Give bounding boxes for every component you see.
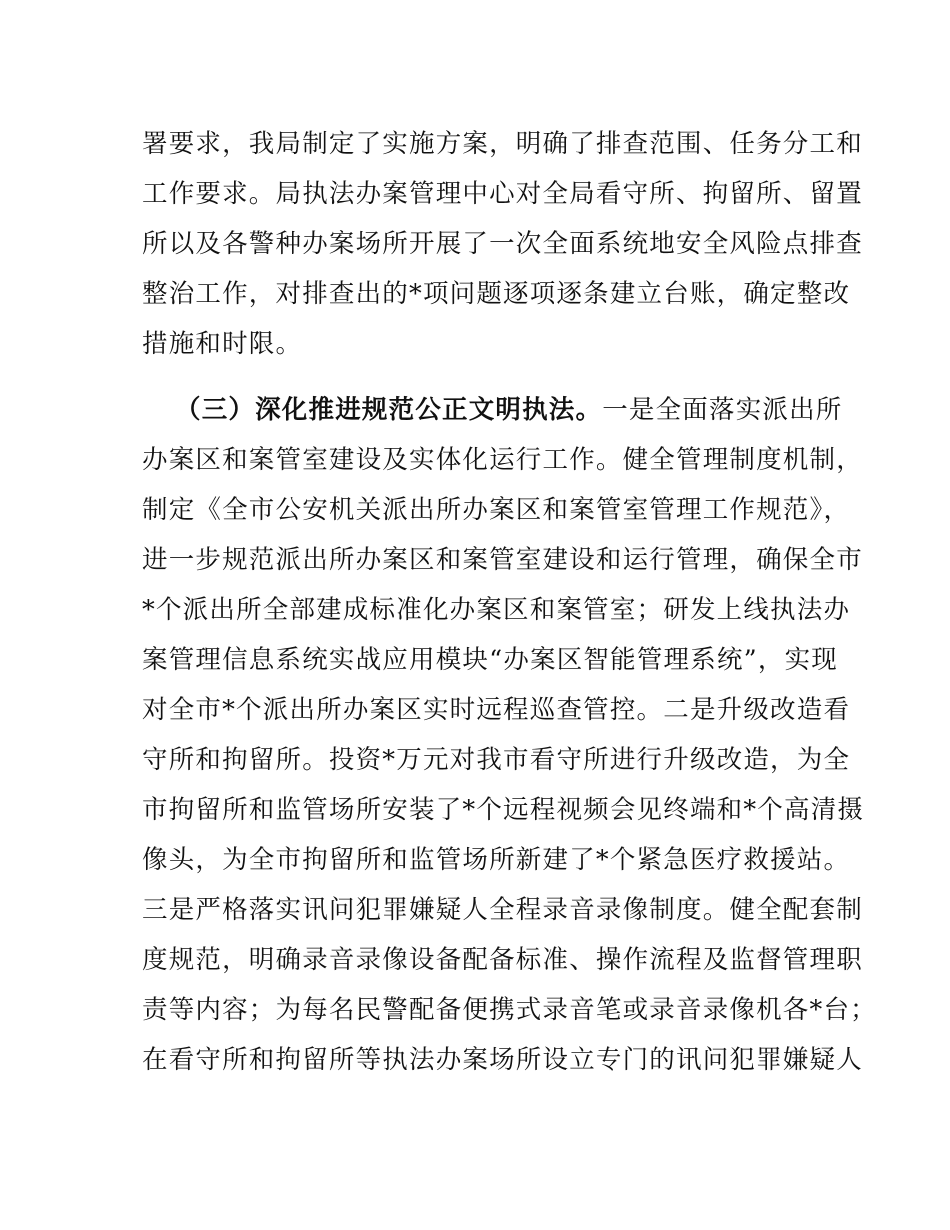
paragraph-line: 案管理信息系统实战应用模块“办案区智能管理系统”，实现: [142, 645, 838, 675]
paragraph-line: 整治工作，对排查出的*项问题逐项逐条建立台账，确定整改: [142, 279, 851, 309]
paragraph-line: 制定《全市公安机关派出所办案区和案管室管理工作规范》，: [142, 495, 851, 525]
paragraph-line: 工作要求。局执法办案管理中心对全局看守所、拘留所、留置: [142, 179, 863, 209]
paragraph-line: 署要求，我局制定了实施方案，明确了排查范围、任务分工和: [142, 129, 863, 159]
paragraph-line: 三是严格落实讯问犯罪嫌疑人全程录音录像制度。健全配套制: [142, 895, 863, 925]
section-heading-line: [175, 390, 855, 430]
paragraph-line: 像头，为全市拘留所和监管场所新建了*个紧急医疗救援站。: [142, 845, 851, 875]
paragraph-line: 责等内容；为每名民警配备便携式录音笔或录音录像机各*台；: [142, 995, 877, 1025]
paragraph-line: 市拘留所和监管场所安装了*个远程视频会见终端和*个高清摄: [142, 795, 865, 825]
paragraph-line: 措施和时限。: [142, 329, 303, 359]
paragraph-line: 度规范，明确录音录像设备配备标准、操作流程及监督管理职: [142, 945, 863, 975]
paragraph-line: 所以及各警种办案场所开展了一次全面系统地安全风险点排查: [142, 229, 863, 259]
paragraph-line: 对全市*个派出所办案区实时远程巡查管控。二是升级改造看: [142, 695, 851, 725]
paragraph-line: 进一步规范派出所办案区和案管室建设和运行管理，确保全市: [142, 545, 863, 575]
paragraph-line: *个派出所全部建成标准化办案区和案管室；研发上线执法办: [142, 595, 851, 625]
paragraph-line: 在看守所和拘留所等执法办案场所设立专门的讯问犯罪嫌疑人: [142, 1045, 863, 1075]
paragraph-line: 守所和拘留所。投资*万元对我市看守所进行升级改造，为全: [142, 745, 851, 775]
section-heading: （三）深化推进规范公正文明执法。: [175, 395, 603, 425]
section-heading-continuation: 一是全面落实派出所: [602, 395, 843, 425]
paragraph-line: 办案区和案管室建设及实体化运行工作。健全管理制度机制，: [142, 445, 863, 475]
